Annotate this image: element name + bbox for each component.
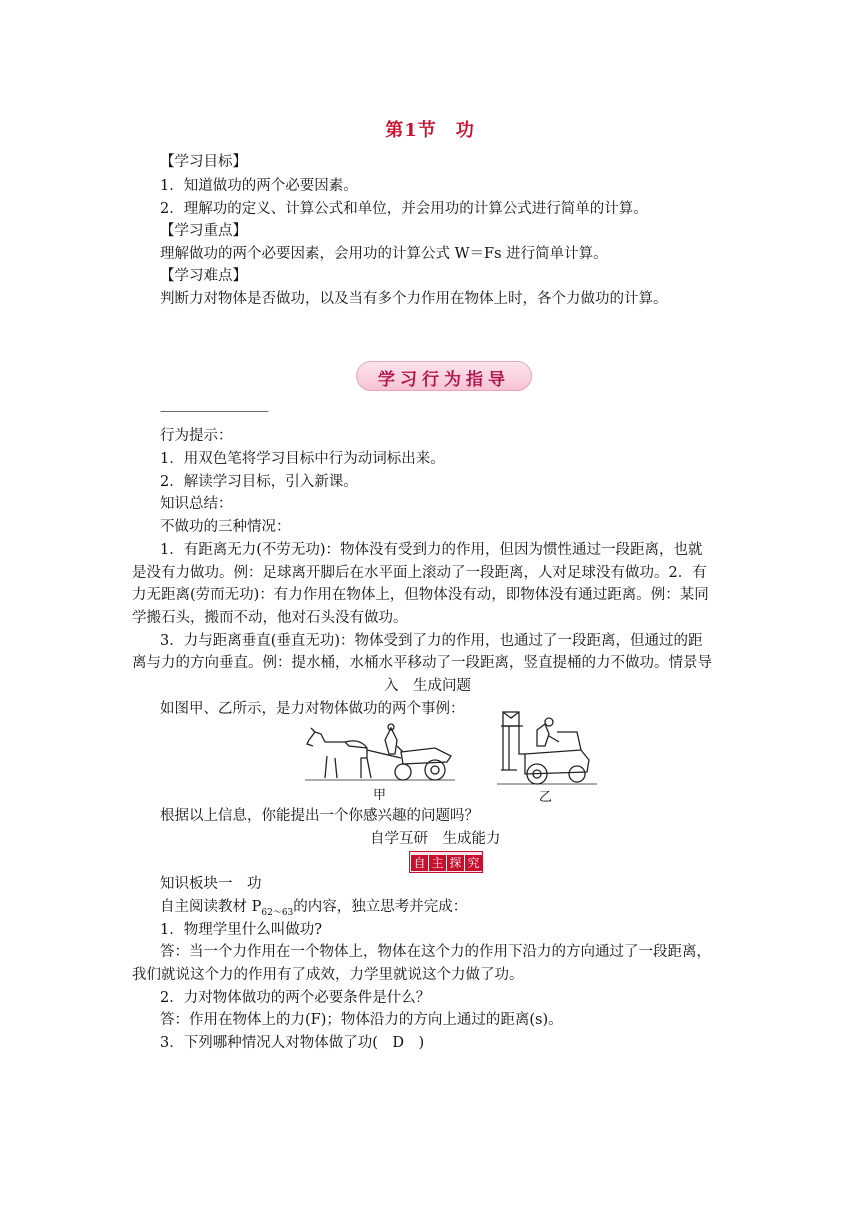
question-1: 1．物理学里什么叫做功? <box>160 922 322 938</box>
horse-cart-illustration <box>305 722 455 788</box>
forklift-illustration <box>497 710 597 788</box>
answer-1: 答：当一个力作用在一个物体上，物体在这个力的作用下沿力的方向通过了一段距离， <box>160 944 711 960</box>
page-title: 第1节 功 <box>385 120 475 141</box>
badge-char: 主 <box>429 855 446 871</box>
hint-item: 1．用双色笔将学习目标中行为动词标出来。 <box>160 451 445 467</box>
intro-question: 根据以上信息，你能提出一个你感兴趣的问题吗？ <box>160 808 479 824</box>
difficulties-heading: 【学习难点】 <box>160 268 247 284</box>
self-study-badge <box>409 851 483 873</box>
summary-line: 1．有距离无力(不劳无功)：物体没有受到力的作用，但因为惯性通过一段距离，也就 <box>160 542 703 558</box>
answer-2: 答：作用在物体上的力(F)；物体沿力的方向上通过的距离(s)。 <box>160 1012 563 1028</box>
intro-text: 如图甲、乙所示，是力对物体做功的两个事例： <box>160 701 465 717</box>
figure-b-label: 乙 <box>539 790 553 805</box>
summary-line: 是没有力做功。例：足球离开脚后在水平面上滚动了一段距离，人对足球没有做功。2．有 <box>132 565 707 581</box>
difficulties-text: 判断力对物体是否做功，以及当有多个力作用在物体上时，各个力做功的计算。 <box>160 291 668 307</box>
badge-char: 究 <box>465 855 482 871</box>
hint-item: 2．解读学习目标，引入新课。 <box>160 474 358 490</box>
divider-rule: ————————— <box>160 404 268 419</box>
objective-item: 2．理解功的定义、计算公式和单位，并会用功的计算公式进行简单的计算。 <box>160 201 648 217</box>
summary-line: 学搬石头，搬而不动，他对石头没有做功。 <box>132 610 408 626</box>
hint-label: 行为提示： <box>160 428 233 444</box>
summary-line: 力无距离(劳而无功)：有力作用在物体上，但物体没有动，即物体没有通过距离。例：某同 <box>132 587 709 603</box>
question-2: 2．力对物体做功的两个必要条件是什么？ <box>160 990 431 1006</box>
no-work-label: 不做功的三种情况： <box>160 519 291 535</box>
module-heading: 知识板块一 功 <box>160 876 262 892</box>
figure-a-label: 甲 <box>373 788 387 803</box>
objectives-heading: 【学习目标】 <box>160 154 247 170</box>
section-banner <box>356 361 532 391</box>
key-points-text: 理解做功的两个必要因素，会用功的计算公式 W＝Fs 进行简单计算。 <box>160 246 608 262</box>
summary-label: 知识总结： <box>160 496 233 512</box>
banner-title: 学习行为指导 <box>378 370 510 390</box>
badge-char: 探 <box>447 855 464 871</box>
section-heading: 自学互研 生成能力 <box>370 831 501 847</box>
badge-char: 自 <box>411 855 428 871</box>
question-3: 3．下列哪种情况人对物体做了功( D ) <box>160 1035 425 1051</box>
key-points-heading: 【学习重点】 <box>160 223 247 239</box>
summary-line: 3．力与距离垂直(垂直无功)：物体受到了力的作用，也通过了一段距离，但通过的距 <box>160 633 703 649</box>
objective-item: 1．知道做功的两个必要因素。 <box>160 178 358 194</box>
summary-line: 离与力的方向垂直。例：提水桶，水桶水平移动了一段距离，竖直提桶的力不做功。情景导 <box>132 655 712 671</box>
answer-1-continued: 我们就说这个力的作用有了成效，力学里就说这个力做了功。 <box>132 967 524 983</box>
summary-line: 入 生成问题 <box>384 678 471 694</box>
reading-instruction: 自主阅读教材 $P_{62\sim 63}$的内容，独立思考并完成： <box>160 899 468 918</box>
